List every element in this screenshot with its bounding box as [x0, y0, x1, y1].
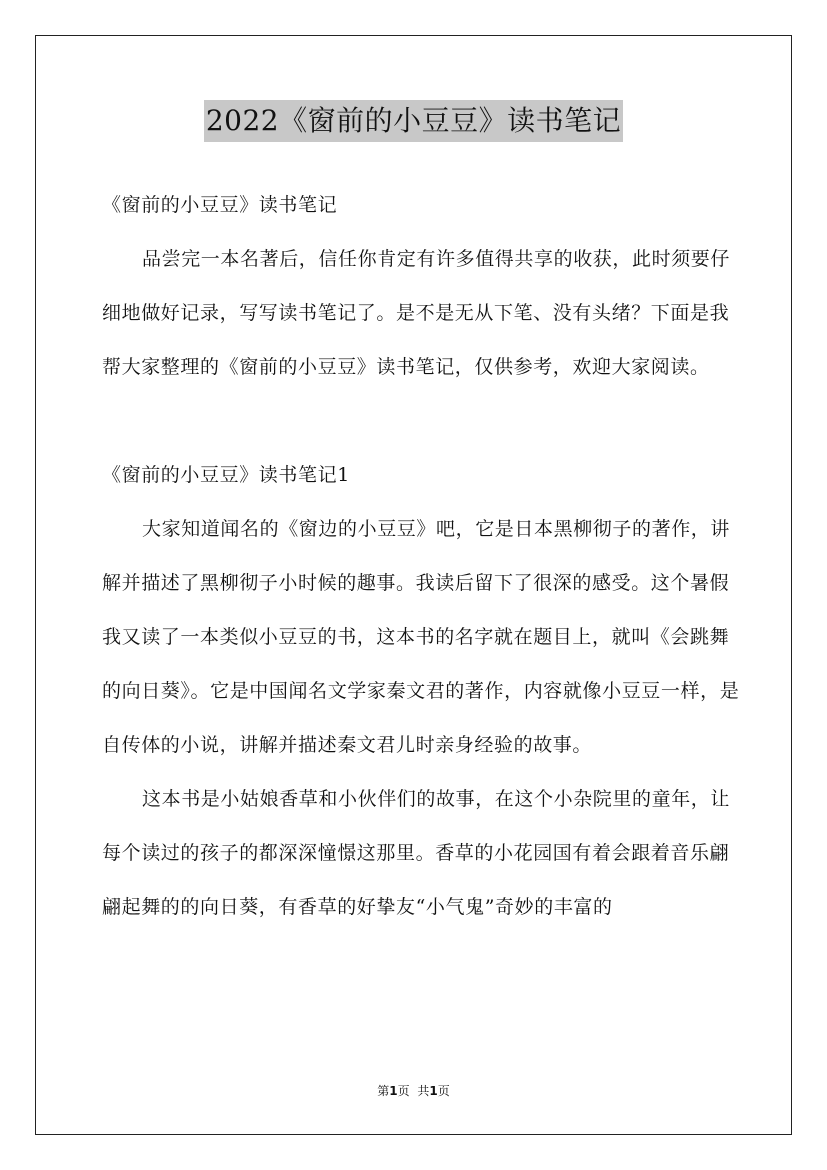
body-paragraph-1: 大家知道闻名的《窗边的小豆豆》吧，它是日本黑柳彻子的著作，讲解并描述了黑柳彻子小时候的趣事。我读后留下了很深的感受。这个暑假我又读了一本类似小豆豆的书，这本书的名字就在题目上，就叫《会跳舞的向日葵》。它是中国闻名文学家秦文君的著作，内容就像小豆豆一样，是自传体的小说，讲解并描述秦文君儿时亲身经验的故事。	[102, 518, 740, 756]
document-body	[102, 178, 742, 934]
document-subtitle: 《窗前的小豆豆》读书笔记	[102, 194, 338, 216]
total-suffix: 页	[437, 1084, 450, 1098]
total-pages: 1	[429, 1084, 438, 1098]
body-paragraph-2: 这本书是小姑娘香草和小伙伴们的故事，在这个小杂院里的童年，让每个读过的孩子的都深深憧憬这那里。香草的小花园国有着会跟着音乐翩翩起舞的的向日葵，有香草的好挚友“小气鬼”奇妙的丰富的	[102, 788, 731, 918]
title-wrap	[0, 100, 827, 142]
section-heading: 《窗前的小豆豆》读书笔记1	[102, 464, 350, 486]
intro-paragraph: 品尝完一本名著后，信任你肯定有许多值得共享的收获，此时须要仔细地做好记录，写写读书笔记了。是不是无从下笔、没有头绪？下面是我帮大家整理的《窗前的小豆豆》读书笔记，仅供参考，欢迎大家阅读。	[102, 248, 731, 378]
section-gap	[102, 394, 742, 448]
page-prefix: 第	[377, 1084, 390, 1098]
page-suffix: 页	[397, 1084, 410, 1098]
page-footer	[0, 1082, 827, 1100]
document-title: 2022《窗前的小豆豆》读书笔记	[204, 100, 623, 142]
total-prefix: 共	[417, 1084, 430, 1098]
page-number: 1	[389, 1084, 398, 1098]
